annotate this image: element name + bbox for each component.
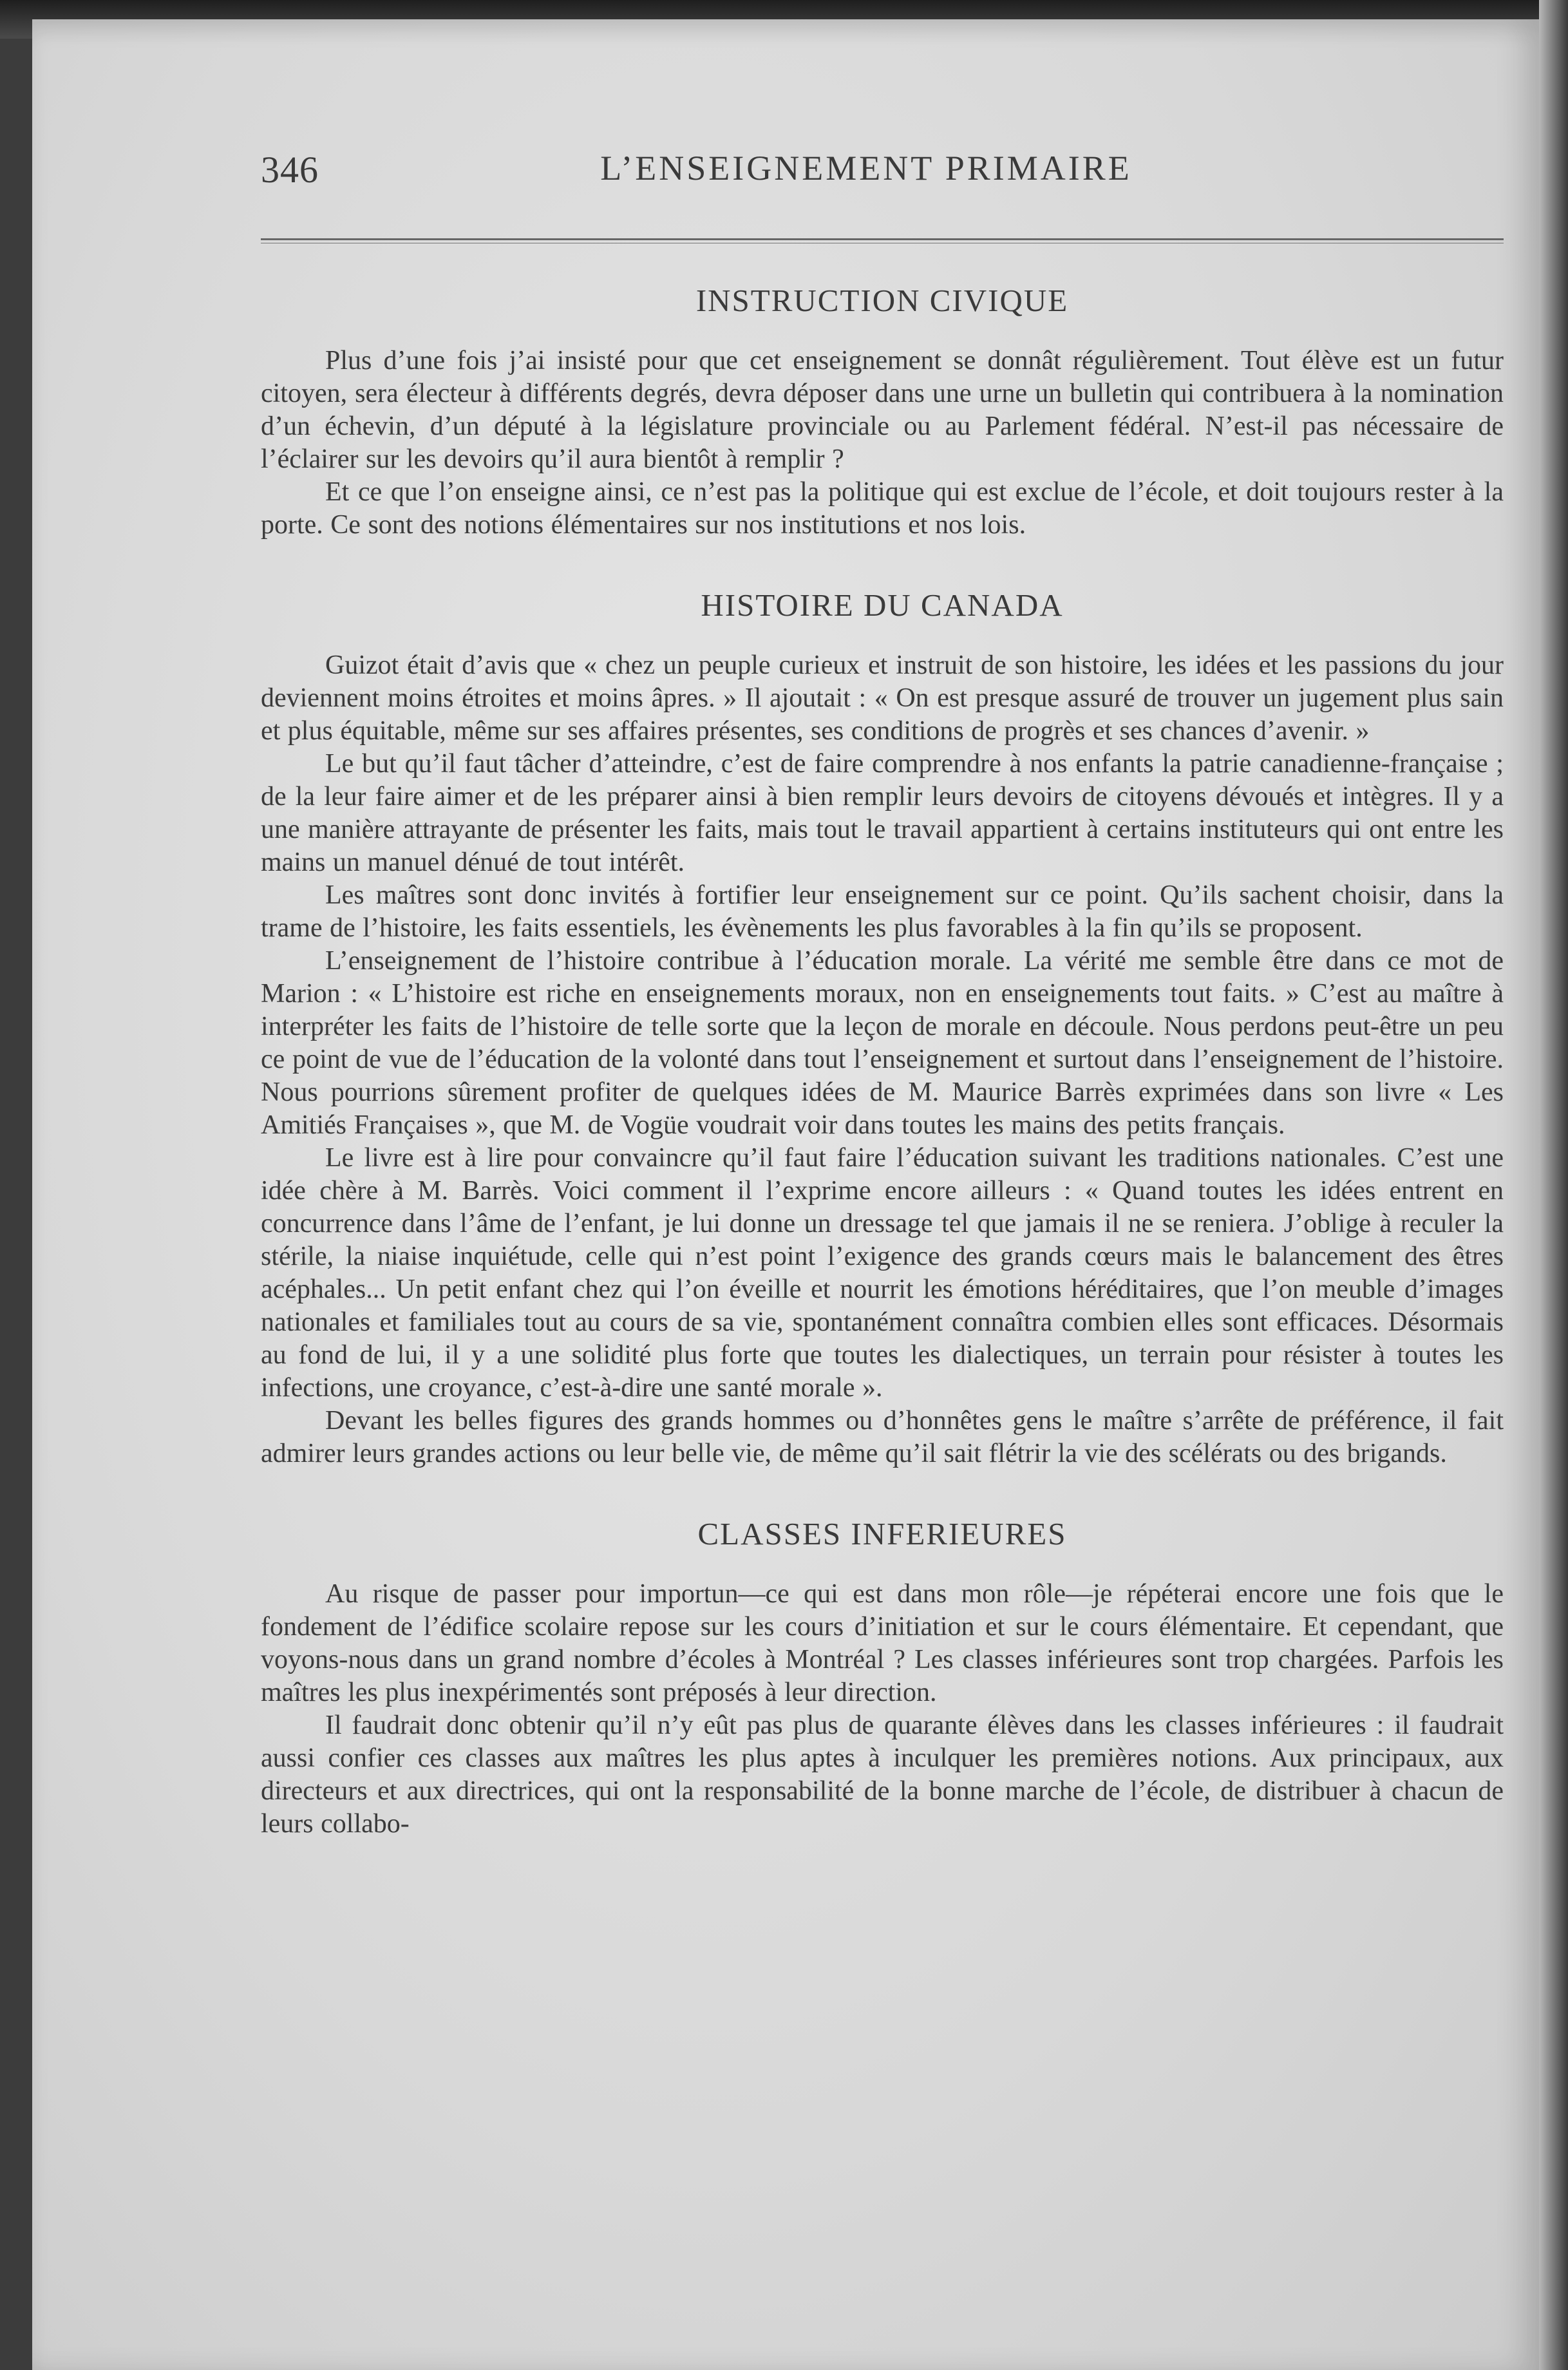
section-heading-histoire-du-canada: HISTOIRE DU CANADA	[701, 587, 1064, 623]
paragraph: Le livre est à lire pour convaincre qu’il faut faire l’éducation suivant les traditions nationales. C’est une idée chère à M. Barrès. Voici comment il l’exprime encore ailleurs : « Quand toutes les idées entrent en concurrence dans l’âme de l’enfant, je lui donne un dressage tel que jamais il ne se reniera. J’oblige à reculer la stérile, la niaise inquiétude, celle qui n’est point l’exigence des grands cœurs mais le balancement des êtres acéphales... Un petit enfant chez qui l’on éveille et nourrit les émotions héréditaires, que l’on meuble d’images nationales et familiales tout au cours de sa vie, spontanément connaîtra combien elles sont efficaces. Désormais au fond de lui, il y a une solidité plus forte que toutes les dialectiques, un terrain pour résister à toutes les infections, une croyance, c’est-à-dire une santé morale ».	[261, 1143, 1504, 1403]
paragraph: L’enseignement de l’histoire contribue à l’éducation morale. La vérité me semble être dans ce mot de Marion : « L’histoire est riche en enseignements moraux, non en enseignements tout faits. » C’est au maître à interpréter les faits de l’histoire de telle sorte que la leçon de morale en découle. Nous perdons peut-être un peu ce point de vue de l’éducation de la volonté dans tout l’enseignement et surtout dans l’enseignement de l’histoire. Nous pourrions sûrement profiter de quelques idées de M. Maurice Barrès exprimées dans son livre « Les Amitiés Françaises », que M. de Vogüe voudrait voir dans toutes les mains des petits français.	[261, 946, 1504, 1140]
section-heading-classes-inferieures: CLASSES INFERIEURES	[697, 1516, 1067, 1551]
paragraph: Au risque de passer pour importun—ce qui est dans mon rôle—je répéterai encore une fois que le fondement de l’édifice scolaire repose sur les cours d’initiation et sur le cours élémentaire. Et cependant, que voyons-nous dans un grand nombre d’écoles à Montréal ? Les classes inférieures sont trop chargées. Parfois les maîtres les plus inexpérimentés sont préposés à leur direction.	[261, 1579, 1504, 1707]
paragraph: Il faudrait donc obtenir qu’il n’y eût pas plus de quarante élèves dans les classes inférieures : il faudrait aussi confier ces classes aux maîtres les plus aptes à inculquer les premières notions. Aux principaux, aux directeurs et aux directrices, qui ont la responsabilité de la bonne marche de l’école, de distribuer à chacun de leurs collabo-	[261, 1711, 1504, 1839]
header-rule	[261, 238, 1504, 243]
paragraph: Les maîtres sont donc invités à fortifier leur enseignement sur ce point. Qu’ils sachent choisir, dans la trame de l’histoire, les faits essentiels, les évènements les plus favorables à la fin qu’ils se proposent.	[261, 880, 1504, 943]
paragraph: Et ce que l’on enseigne ainsi, ce n’est pas la politique qui est exclue de l’école, et doit toujours rester à la porte. Ce sont des notions élémentaires sur nos institutions et nos lois.	[261, 477, 1504, 540]
running-head	[229, 129, 1504, 200]
paragraph: Devant les belles figures des grands hommes ou d’honnêtes gens le maître s’arrête de préférence, il fait admirer leurs grandes actions ou leur belle vie, de même qu’il sait flétrir la vie des scélérats ou des brigands.	[261, 1406, 1504, 1468]
paragraph: Plus d’une fois j’ai insisté pour que cet enseignement se donnât régulièrement. Tout élève est un futur citoyen, sera électeur à différents degrés, devra déposer dans une urne un bulletin qui contribuera à la nomination d’un échevin, d’un député à la législature provinciale ou au Parlement fédéral. N’est-il pas nécessaire de l’éclairer sur les devoirs qu’il aura bientôt à remplir ?	[261, 346, 1504, 474]
scan-right-edge	[1539, 0, 1568, 2370]
paragraph: Guizot était d’avis que « chez un peuple curieux et instruit de son histoire, les idées et les passions du jour deviennent moins étroites et moins âpres. » Il ajoutait : « On est presque assuré de trouver un jugement plus sain et plus équitable, même sur ses affaires présentes, ses conditions de progrès et ses chances d’avenir. »	[261, 650, 1504, 746]
book-page	[32, 19, 1539, 2370]
page-content	[229, 129, 1504, 1841]
paragraph: Le but qu’il faut tâcher d’atteindre, c’est de faire comprendre à nos enfants la patrie canadienne-française ; de la leur faire aimer et de les préparer ainsi à bien remplir leurs devoirs de citoyens dévoués et intègres. Il y a une manière attrayante de présenter les faits, mais tout le travail appartient à certains instituteurs qui ont entre les mains un manuel dénué de tout intérêt.	[261, 749, 1504, 877]
running-title: L’ENSEIGNEMENT PRIMAIRE	[600, 149, 1132, 187]
page-number: 346	[261, 149, 319, 191]
section-heading-instruction-civique: INSTRUCTION CIVIQUE	[695, 283, 1069, 318]
